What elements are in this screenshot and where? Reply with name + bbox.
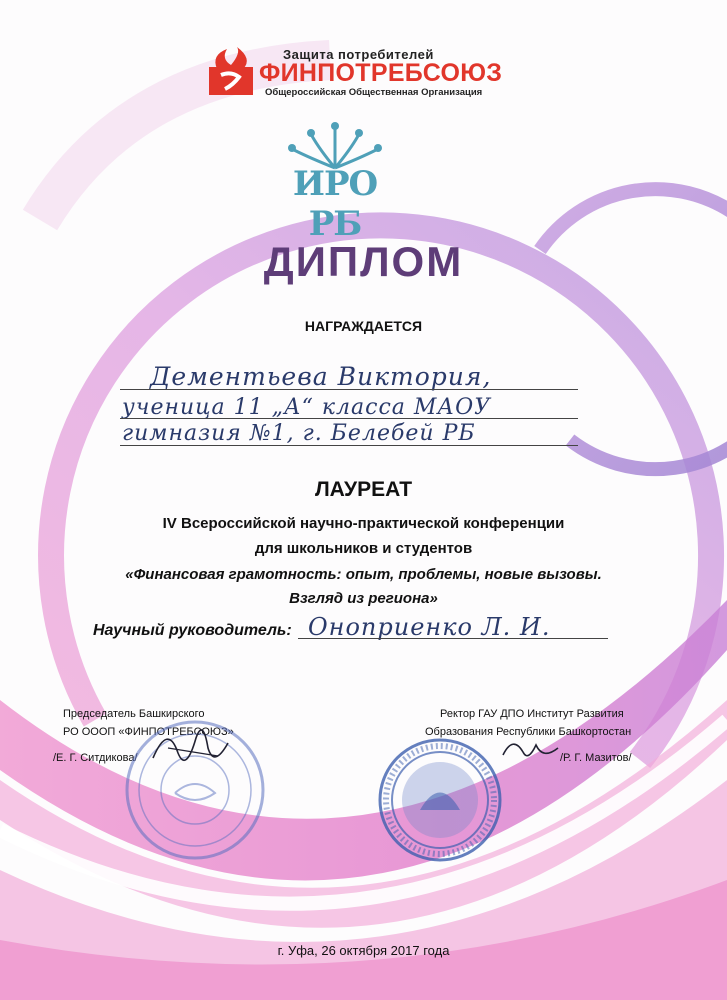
signature-left-line-2: РО ОООП «ФИНПОТРЕБСОЮЗ»: [63, 726, 234, 738]
recipient-line-3: гимназия №1, г. Белебей РБ: [122, 421, 476, 446]
signature-left-icon: [148, 718, 238, 778]
logo-mark-icon: [207, 45, 255, 97]
supervisor-label: Научный руководитель:: [93, 622, 292, 639]
stamp-right-icon: [375, 735, 505, 865]
iro-rb-logo: [280, 120, 390, 244]
event-line-3: «Финансовая грамотность: опыт, проблемы, новые вызовы.: [125, 566, 602, 583]
awarded-label: НАГРАЖДАЕТСЯ: [304, 318, 423, 334]
supervisor-name: Оноприенко Л. И.: [308, 613, 551, 641]
logo-sub-text: Общероссийская Общественная Организация: [265, 87, 483, 98]
supervisor-underline: [298, 638, 608, 639]
signature-right-icon: [498, 730, 568, 770]
signature-right-line-2: Образования Республики Башкортостан: [425, 726, 632, 738]
recipient-line-1: Дементьева Виктория,: [150, 362, 492, 391]
recipient-underline-2: [120, 418, 578, 419]
event-line-4: Взгляд из региона»: [289, 590, 438, 607]
recipient-line-2: ученица 11 „А“ класса МАОУ: [122, 395, 492, 420]
logo-name: ФИНПОТРЕБСОЮЗ: [259, 59, 503, 87]
event-line-2: для школьников и студентов: [254, 540, 473, 557]
signature-right-line-1: Ректор ГАУ ДПО Институт Развития: [440, 708, 624, 720]
iro-logo-text: ИРО РБ: [292, 164, 378, 244]
award-title: ЛАУРЕАТ: [314, 478, 413, 501]
finpotrebsoyuz-logo: [207, 45, 503, 100]
ornament-icon: [280, 120, 390, 170]
logo-top-text: Защита потребителей: [283, 47, 434, 62]
signature-left-line-1: Председатель Башкирского: [63, 708, 205, 720]
signature-right-name: /Р. Г. Мазитов/: [560, 752, 632, 764]
footer-place-date: г. Уфа, 26 октября 2017 года: [277, 943, 450, 958]
diploma-title: ДИПЛОМ: [263, 238, 464, 285]
recipient-underline-3: [120, 445, 578, 446]
signature-left-name: /Е. Г. Ситдикова/: [53, 752, 138, 764]
recipient-underline-1: [120, 389, 578, 390]
event-line-1: IV Всероссийской научно-практической конференции: [162, 515, 565, 532]
